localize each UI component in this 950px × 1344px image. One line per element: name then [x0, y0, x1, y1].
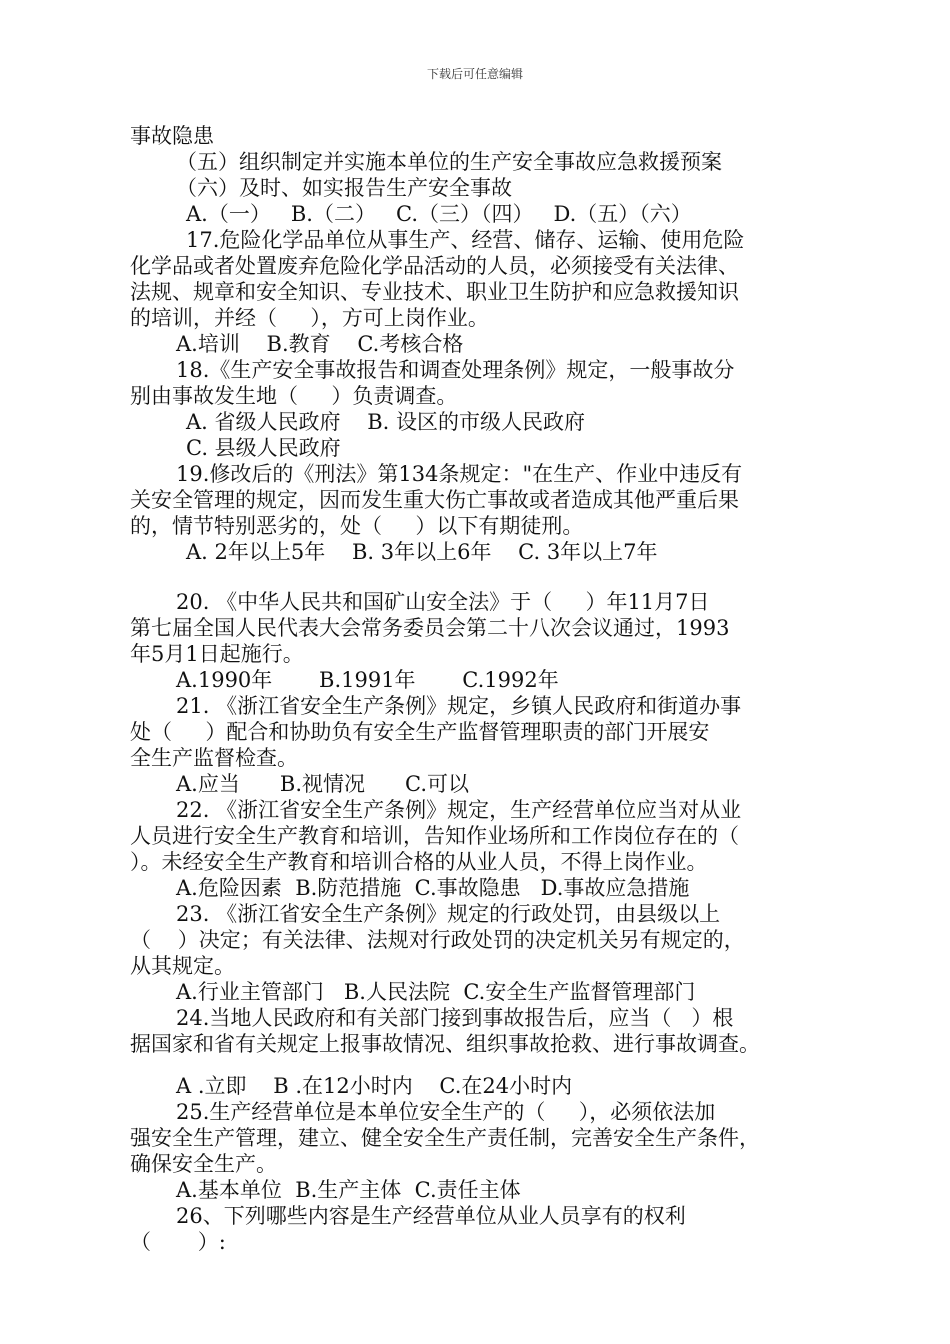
option-line: A.危险因素 B.防范措施 C.事故隐患 D.事故应急措施 [176, 876, 690, 900]
option-line: A.应当 B.视情况 C.可以 [176, 772, 470, 796]
option-line: A.（一） B.（二） C.（三）（四） D.（五）（六） [186, 202, 692, 226]
question-line: 21. 《浙江省安全生产条例》规定，乡镇人民政府和街道办事 [176, 694, 742, 718]
text-line: 据国家和省有关规定上报事故情况、组织事故抢救、进行事故调查。 [130, 1032, 760, 1056]
option-line: C. 县级人民政府 [186, 436, 341, 460]
question-line: 20. 《中华人民共和国矿山安全法》于（ ）年11月7日 [176, 590, 710, 614]
text-line: （ ）: [130, 1230, 226, 1254]
text-line: ）。未经安全生产教育和培训合格的从业人员，不得上岗作业。 [130, 850, 708, 874]
text-line: 关安全管理的规定，因而发生重大伤亡事故或者造成其他严重后果 [130, 488, 739, 512]
question-line: 23. 《浙江省安全生产条例》规定的行政处罚，由县级以上 [176, 902, 721, 926]
text-line: 第七届全国人民代表大会常务委员会第二十八次会议通过，1993 [130, 616, 730, 640]
text-line: 全生产监督检查。 [130, 746, 298, 770]
option-line: A .立即 B .在12小时内 C.在24小时内 [176, 1074, 573, 1098]
text-line: 确保安全生产。 [130, 1152, 277, 1176]
text-line: 的，情节特别恶劣的，处（ ）以下有期徒刑。 [130, 514, 584, 538]
text-line: 化学品或者处置废弃危险化学品活动的人员，必须接受有关法律、 [130, 254, 739, 278]
option-line: A.基本单位 B.生产主体 C.责任主体 [176, 1178, 521, 1202]
text-line: 处（ ）配合和协助负有安全生产监督管理职责的部门开展安 [130, 720, 710, 744]
option-line: A.行业主管部门 B.人民法院 C.安全生产监督管理部门 [176, 980, 696, 1004]
text-line: （六）及时、如实报告生产安全事故 [176, 176, 512, 200]
text-line: 人员进行安全生产教育和培训，告知作业场所和工作岗位存在的（ [130, 824, 739, 848]
option-line: A. 2年以上5年 B. 3年以上6年 C. 3年以上7年 [186, 540, 658, 564]
text-line: 事故隐患 [130, 124, 214, 148]
option-line: A. 省级人民政府 B. 设区的市级人民政府 [186, 410, 585, 434]
text-line: 强安全生产管理，建立、健全安全生产责任制，完善安全生产条件， [130, 1126, 760, 1150]
question-line: 22. 《浙江省安全生产条例》规定，生产经营单位应当对从业 [176, 798, 742, 822]
text-line: 别由事故发生地（ ）负责调查。 [130, 384, 458, 408]
option-line: A.培训 B.教育 C.考核合格 [176, 332, 464, 356]
text-line: 的培训，并经（ ），方可上岗作业。 [130, 306, 489, 330]
question-line: 26、下列哪些内容是生产经营单位从业人员享有的权利 [176, 1204, 686, 1228]
text-line: （ ）决定；有关法律、法规对行政处罚的决定机关另有规定的， [130, 928, 745, 952]
question-line: 25.生产经营单位是本单位安全生产的（ ），必须依法加 [176, 1100, 716, 1124]
page-header: 下载后可任意编辑 [426, 67, 523, 81]
text-line: （五）组织制定并实施本单位的生产安全事故应急救援预案 [176, 150, 722, 174]
question-line: 18.《生产安全事故报告和调查处理条例》规定，一般事故分 [176, 358, 735, 382]
question-line: 19.修改后的《刑法》第134条规定："在生产、作业中违反有 [176, 462, 743, 486]
question-line: 17.危险化学品单位从事生产、经营、储存、运输、使用危险 [186, 228, 745, 252]
text-line: 年5月1日起施行。 [130, 642, 304, 666]
text-line: 法规、规章和安全知识、专业技术、职业卫生防护和应急救援知识 [130, 280, 739, 304]
question-line: 24.当地人民政府和有关部门接到事故报告后，应当（ ）根 [176, 1006, 734, 1030]
text-line: 从其规定。 [130, 954, 235, 978]
option-line: A.1990年 B.1991年 C.1992年 [176, 668, 559, 692]
